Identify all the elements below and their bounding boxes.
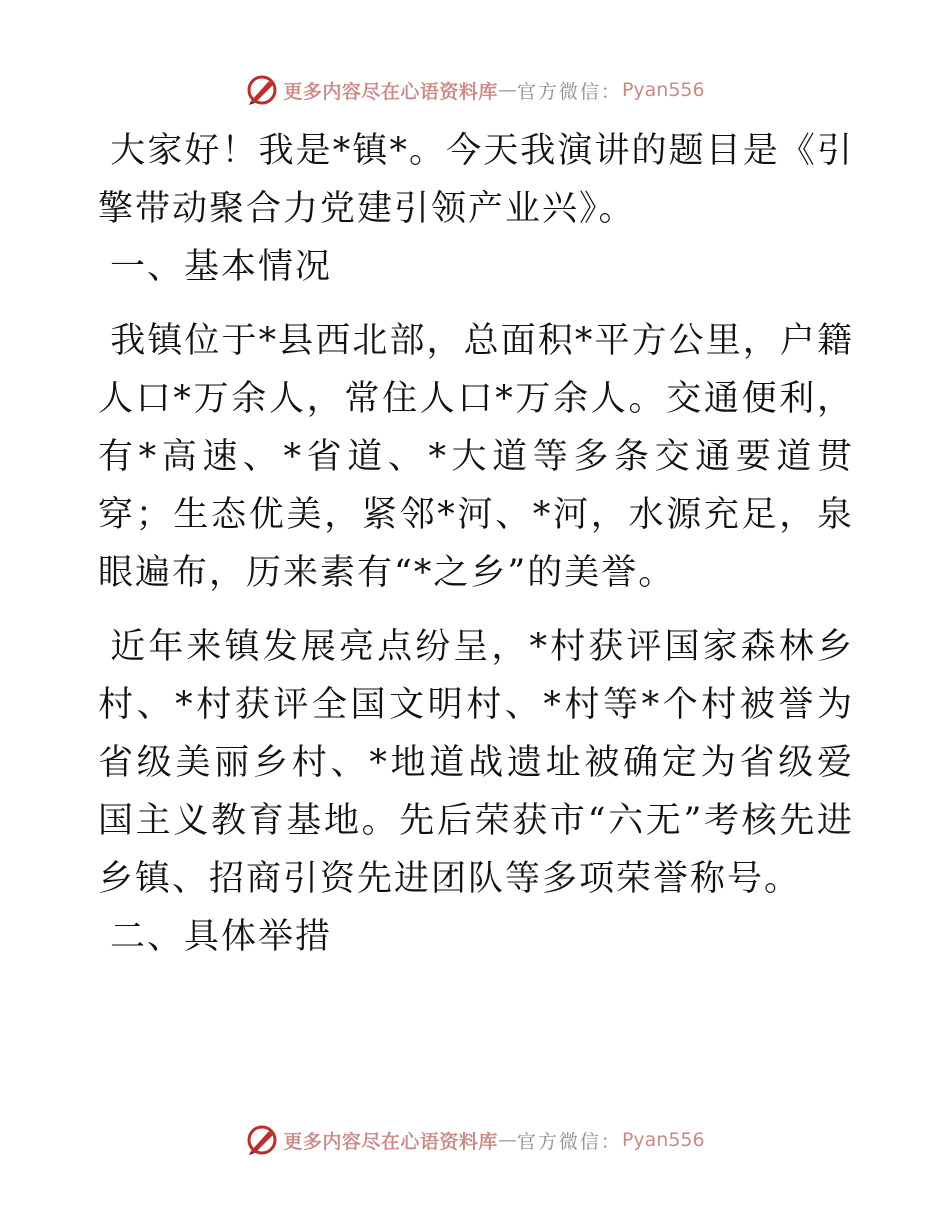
footer-watermark [0, 1120, 950, 1160]
footer-wechat-id: Pyan556 [621, 1129, 705, 1151]
footer-dash: — [497, 1129, 517, 1151]
footer-brand-text: 更多内容尽在心语资料库 [283, 1130, 498, 1153]
header-official-label: 官方微信： [516, 80, 622, 103]
header-wechat-id: Pyan556 [621, 79, 705, 101]
header-dash: — [497, 79, 517, 101]
header-brand-text: 更多内容尽在心语资料库 [283, 80, 498, 103]
achievements-paragraph: 近年来镇发展亮点纷呈，*村获评国家森林乡村、*村获评全国文明村、*村等*个村被誉为省级美丽乡村、*地道战遗址被确定为省级爱国主义教育基地。先后荣获市“六无”考核先进乡镇、招商引资先进团队等多项荣誉称号。 [98, 627, 854, 899]
intro-paragraph: 大家好！我是*镇*。今天我演讲的题目是《引擎带动聚合力党建引领产业兴》。 [98, 131, 854, 229]
document-body [98, 122, 854, 966]
footer-official-label: 官方微信： [516, 1130, 622, 1153]
header-watermark [0, 70, 950, 110]
pen-logo-icon [245, 1123, 279, 1157]
pen-logo-icon [245, 73, 279, 107]
section-heading-basic: 一、基本情况 [110, 247, 333, 287]
basic-info-paragraph: 我镇位于*县西北部，总面积*平方公里，户籍人口*万余人，常住人口*万余人。交通便利，有*高速、*省道、*大道等多条交通要道贯穿；生态优美，紧邻*河、*河，水源充足，泉眼遍布，历来素有“*之乡”的美誉。 [98, 321, 854, 593]
section-heading-measures: 二、具体举措 [110, 917, 333, 957]
